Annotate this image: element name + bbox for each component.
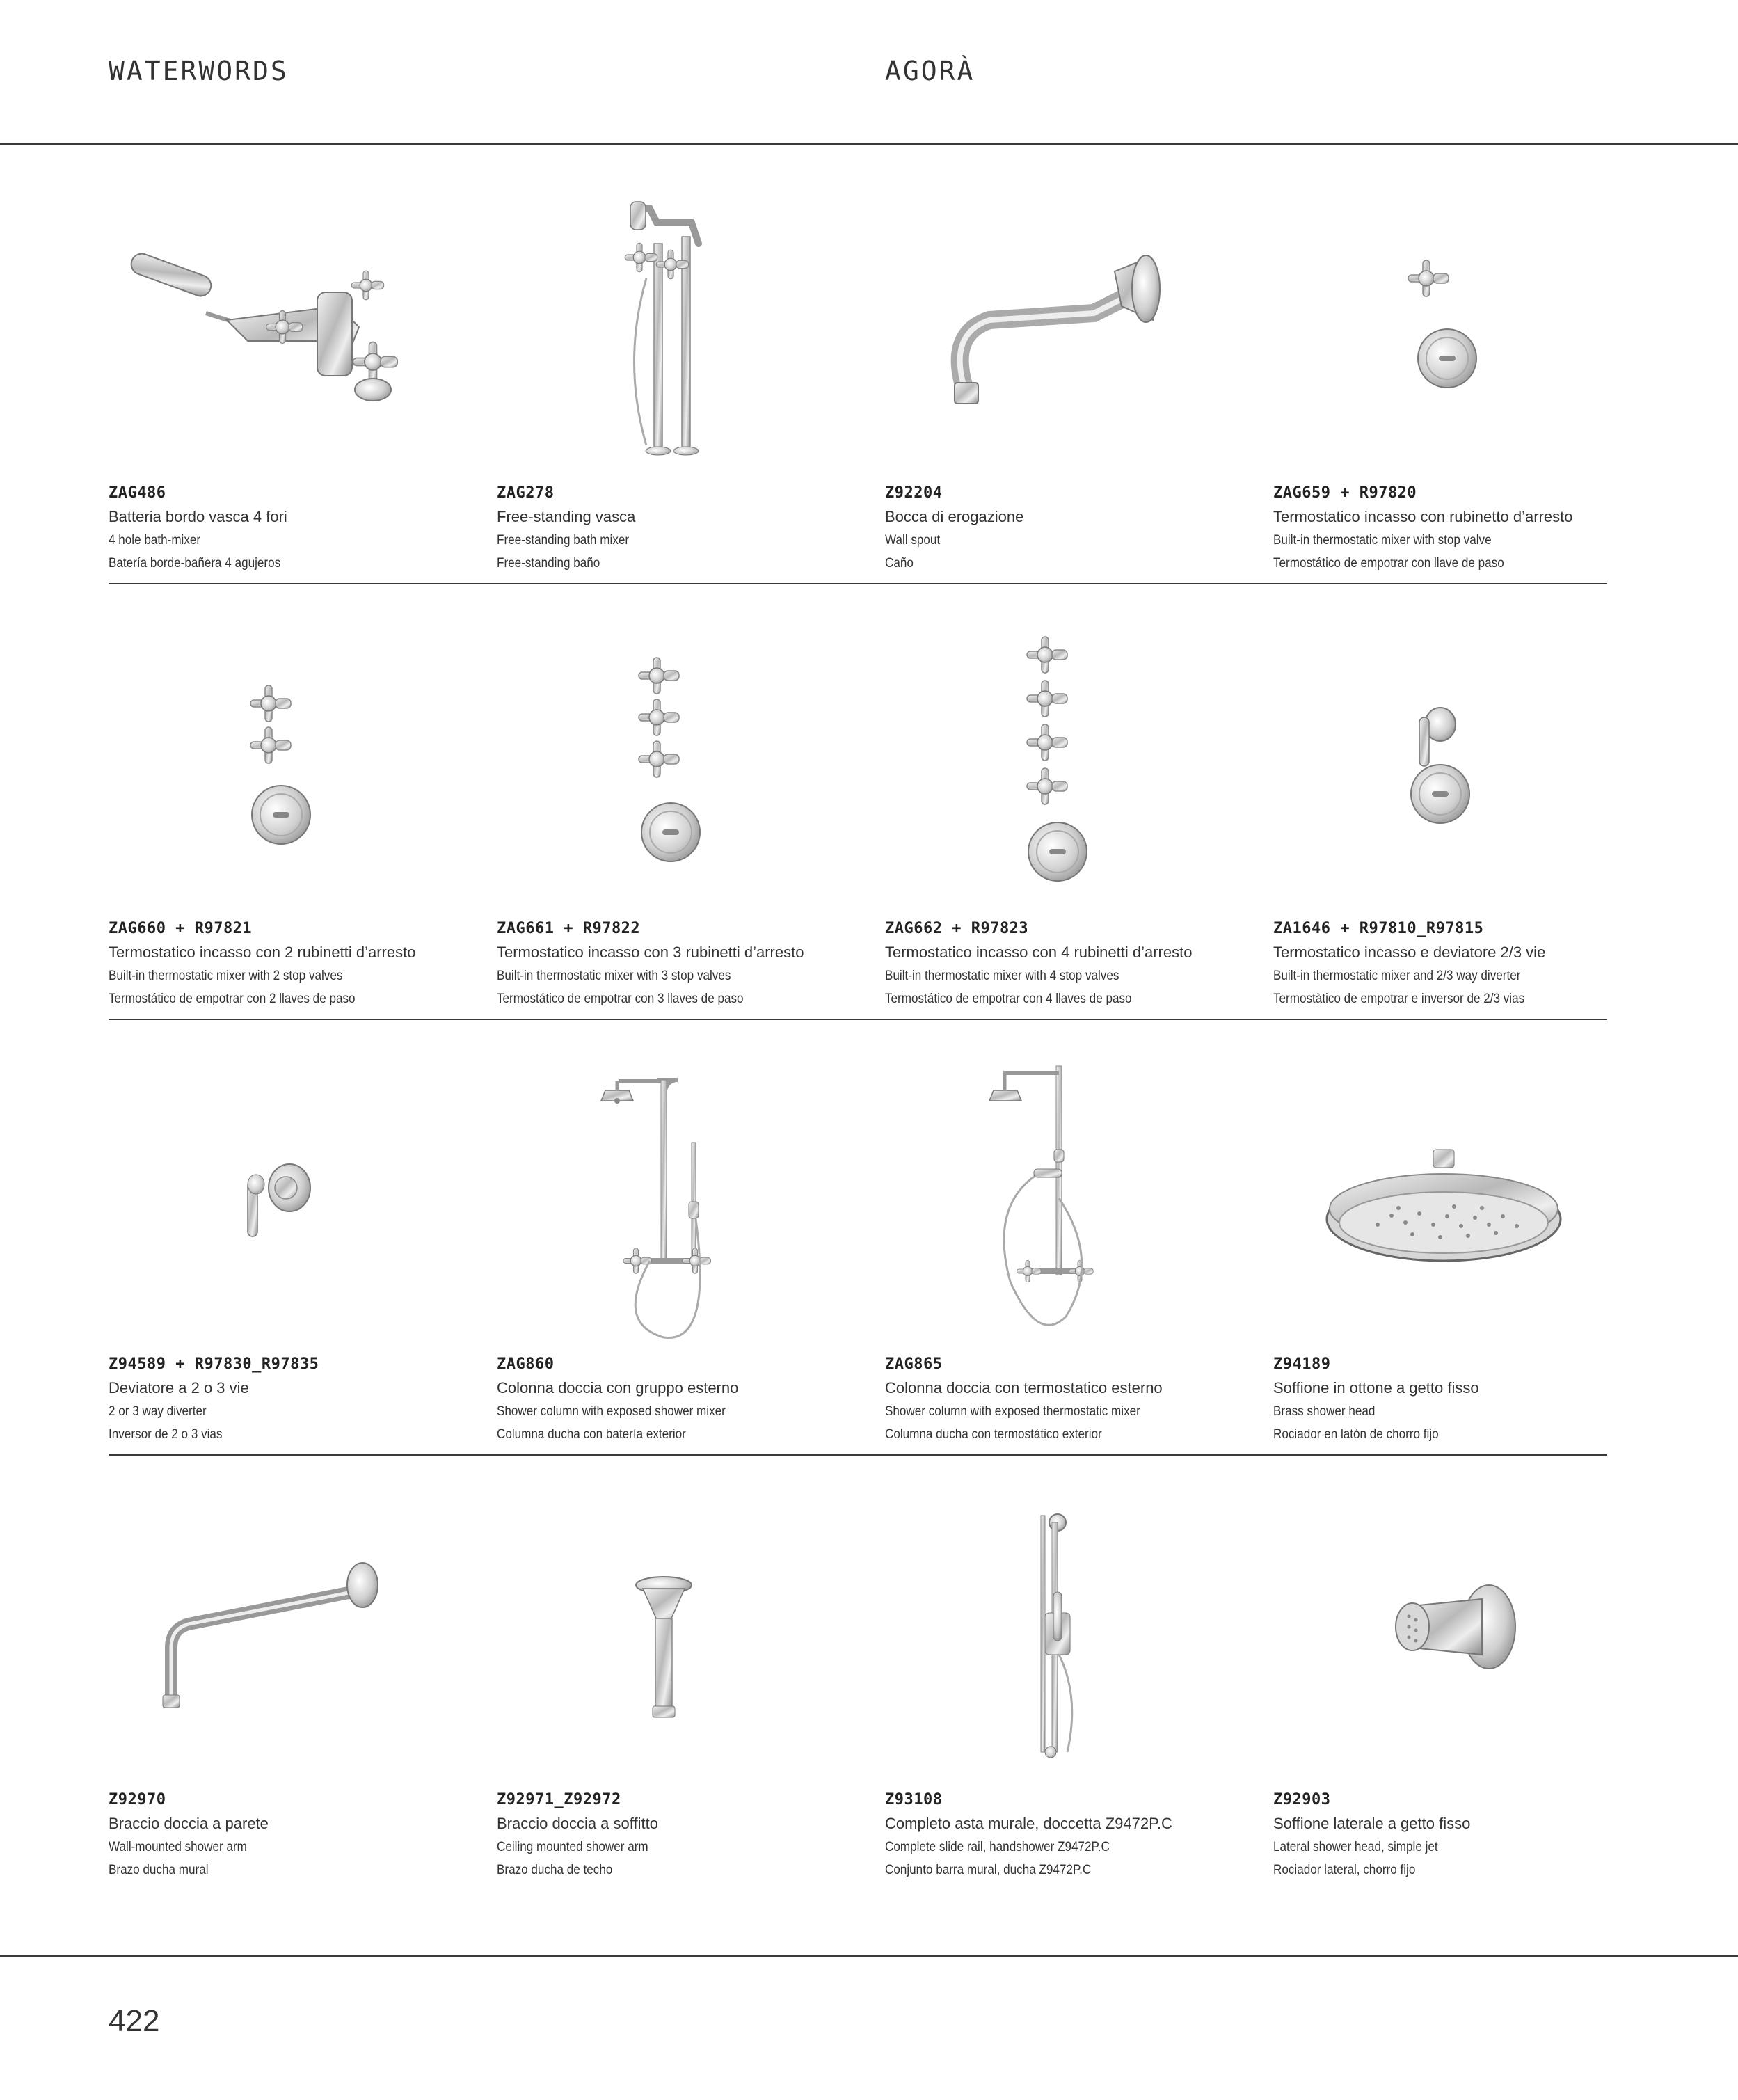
product-code: Z92903 [1273,1791,1331,1808]
product-card[interactable] [109,181,484,612]
product-card[interactable] [1273,617,1649,1048]
product-name-en: Built-in thermostatic mixer with stop valve [1273,533,1492,548]
product-name-it: Termostatico incasso con 4 rubinetti d’arresto [885,944,1193,961]
product-card[interactable] [497,1488,872,1919]
product-card[interactable] [109,617,484,1048]
product-name-it: Colonna doccia con gruppo esterno [497,1379,739,1397]
product-name-en: Wall-mounted shower arm [109,1840,247,1854]
product-name-en: Built-in thermostatic mixer with 2 stop valves [109,969,343,983]
product-name-es: Caño [885,556,914,571]
product-code: ZA1646 + R97810_R97815 [1273,920,1484,937]
bath-mixer-icon [109,181,484,480]
product-name-en: Built-in thermostatic mixer with 4 stop valves [885,969,1119,983]
product-code: Z92204 [885,484,943,502]
product-card[interactable] [1273,181,1649,612]
brand-name: WATERWORDS [109,56,289,86]
product-card[interactable] [109,1488,484,1919]
product-name-es: Columna ducha con batería exterior [497,1427,686,1442]
product-code: Z92971_Z92972 [497,1791,621,1808]
product-code: ZAG662 + R97823 [885,920,1029,937]
product-name-en: Shower column with exposed shower mixer [497,1404,726,1419]
product-code: Z94189 [1273,1355,1331,1373]
diverter-icon [109,1052,484,1351]
product-name-en: Built-in thermostatic mixer with 3 stop valves [497,969,731,983]
product-name-it: Braccio doccia a parete [109,1815,269,1832]
product-code: ZAG278 [497,484,555,502]
shower-head-icon [1273,1052,1649,1351]
product-code: Z94589 + R97830_R97835 [109,1355,319,1373]
product-name-it: Termostatico incasso e deviatore 2/3 vie [1273,944,1546,961]
product-name-en: 4 hole bath-mixer [109,533,201,548]
product-code: ZAG865 [885,1355,943,1373]
freestanding-bath-mixer-icon [497,181,872,480]
product-name-es: Free-standing baño [497,556,600,571]
product-code: ZAG486 [109,484,166,502]
product-name-es: Brazo ducha mural [109,1863,209,1877]
product-name-it: Completo asta murale, doccetta Z9472P.C [885,1815,1172,1832]
product-name-es: Termostático de empotrar con 4 llaves de paso [885,992,1132,1006]
product-name-it: Deviatore a 2 o 3 vie [109,1379,249,1397]
thermostatic-3-valves-icon [497,617,872,916]
product-name-es: Conjunto barra mural, ducha Z9472P.C [885,1863,1092,1877]
product-name-es: Termostàtico de empotrar e inversor de 2/3 vias [1273,992,1525,1006]
product-name-en: Shower column with exposed thermostatic mixer [885,1404,1140,1419]
product-card[interactable] [1273,1488,1649,1919]
product-name-es: Termostático de empotrar con 2 llaves de paso [109,992,356,1006]
product-code: Z92970 [109,1791,166,1808]
wall-shower-arm-icon [109,1488,484,1787]
product-card[interactable] [497,617,872,1048]
product-name-es: Termostático de empotrar con 3 llaves de paso [497,992,744,1006]
product-code: ZAG660 + R97821 [109,920,253,937]
product-name-it: Soffione in ottone a getto fisso [1273,1379,1479,1397]
product-card[interactable] [109,1052,484,1483]
product-code: Z93108 [885,1791,943,1808]
row-divider [109,583,1607,584]
product-name-it: Termostatico incasso con 2 rubinetti d’arresto [109,944,416,961]
product-code: ZAG659 + R97820 [1273,484,1417,502]
thermostatic-4-valves-icon [885,617,1261,916]
product-name-en: Lateral shower head, simple jet [1273,1840,1438,1854]
product-name-es: Columna ducha con termostático exterior [885,1427,1102,1442]
product-code: ZAG661 + R97822 [497,920,641,937]
product-name-it: Soffione laterale a getto fisso [1273,1815,1471,1832]
page-number: 422 [109,2004,160,2038]
product-name-es: Inversor de 2 o 3 vias [109,1427,223,1442]
product-name-en: 2 or 3 way diverter [109,1404,207,1419]
shower-column-thermostatic-icon [885,1052,1261,1351]
row-divider [109,1454,1607,1456]
product-name-en: Brass shower head [1273,1404,1376,1419]
shower-column-mixer-icon [497,1052,872,1351]
product-name-it: Braccio doccia a soffitto [497,1815,658,1832]
header-divider [0,143,1738,145]
thermostatic-diverter-icon [1273,617,1649,916]
product-name-es: Batería borde-bañera 4 agujeros [109,556,281,571]
product-name-en: Free-standing bath mixer [497,533,630,548]
product-card[interactable] [1273,1052,1649,1483]
product-name-en: Ceiling mounted shower arm [497,1840,648,1854]
product-card[interactable] [885,181,1261,612]
product-card[interactable] [885,1488,1261,1919]
ceiling-shower-arm-icon [497,1488,872,1787]
product-card[interactable] [885,1052,1261,1483]
product-name-en: Complete slide rail, handshower Z9472P.C [885,1840,1110,1854]
thermostatic-1-valve-icon [1273,181,1649,480]
product-name-it: Termostatico incasso con rubinetto d’arresto [1273,508,1573,525]
lateral-shower-head-icon [1273,1488,1649,1787]
product-name-it: Free-standing vasca [497,508,636,525]
product-name-es: Brazo ducha de techo [497,1863,613,1877]
product-name-en: Wall spout [885,533,941,548]
thermostatic-2-valves-icon [109,617,484,916]
product-name-it: Termostatico incasso con 3 rubinetti d’arresto [497,944,804,961]
product-name-it: Colonna doccia con termostatico esterno [885,1379,1163,1397]
footer-divider [0,1955,1738,1957]
product-name-en: Built-in thermostatic mixer and 2/3 way diverter [1273,969,1521,983]
collection-name: AGORÀ [885,56,975,86]
product-card[interactable] [497,1052,872,1483]
product-card[interactable] [497,181,872,612]
product-name-it: Batteria bordo vasca 4 fori [109,508,287,525]
product-name-es: Termostático de empotrar con llave de paso [1273,556,1504,571]
product-card[interactable] [885,617,1261,1048]
product-name-es: Rociador en latón de chorro fijo [1273,1427,1439,1442]
product-name-it: Bocca di erogazione [885,508,1024,525]
wall-spout-icon [885,181,1261,480]
slide-rail-icon [885,1488,1261,1787]
product-code: ZAG860 [497,1355,555,1373]
product-name-es: Rociador lateral, chorro fijo [1273,1863,1416,1877]
row-divider [109,1019,1607,1020]
